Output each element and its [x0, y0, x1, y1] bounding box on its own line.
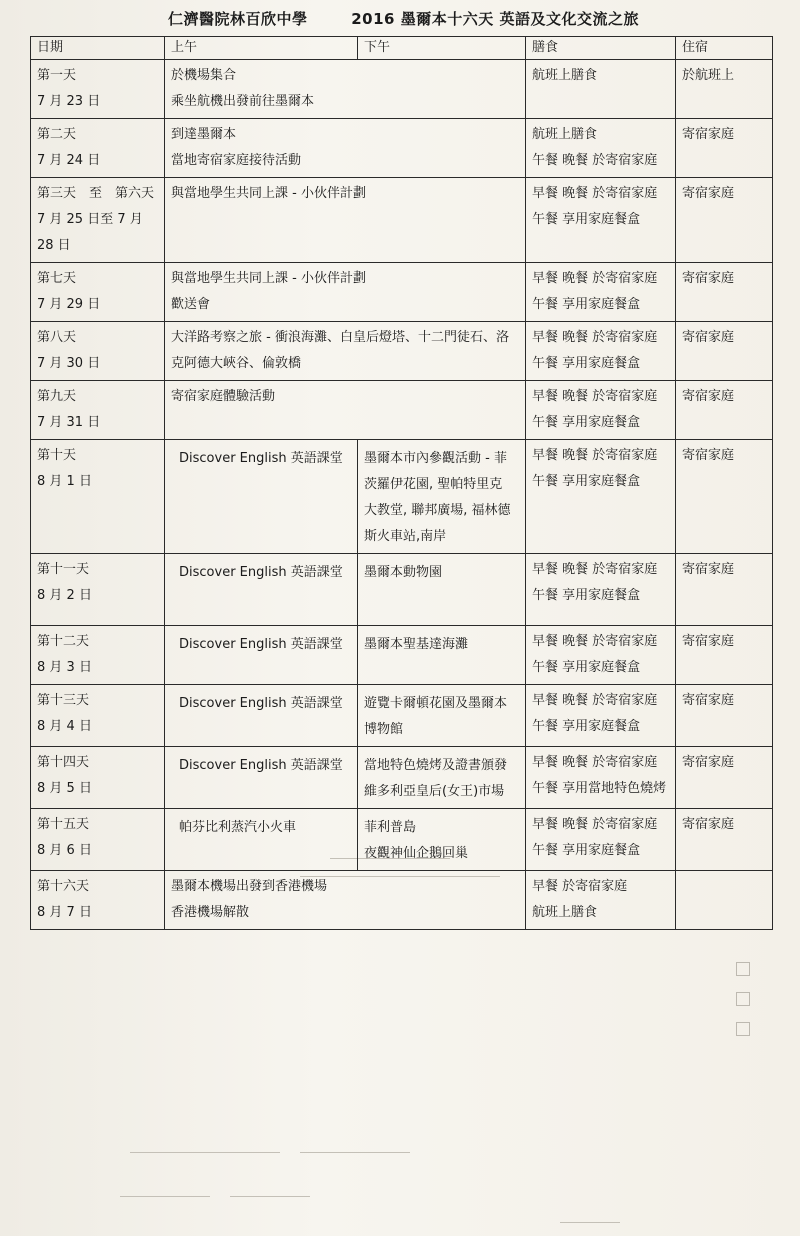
meal-line: 早餐 晚餐 於寄宿家庭 — [532, 271, 658, 286]
activity-line: 當地寄宿家庭接待活動 — [171, 153, 302, 168]
morning-line: Discover English 英語課堂 — [179, 637, 343, 652]
trip-title: 2016 墨爾本十六天 英語及文化交流之旅 — [351, 10, 639, 28]
day-date: 8 月 2 日 — [37, 588, 92, 603]
meals-cell — [526, 440, 676, 554]
meals-cell — [526, 626, 676, 685]
meal-line: 航班上膳食 — [532, 68, 598, 83]
table-row — [31, 263, 773, 322]
document-title — [168, 8, 728, 29]
day-label: 第十二天 — [37, 634, 90, 649]
morning-line: Discover English 英語課堂 — [179, 565, 343, 580]
meal-line: 航班上膳食 — [532, 127, 598, 142]
meal-line: 早餐 晚餐 於寄宿家庭 — [532, 817, 658, 832]
afternoon-line: 遊覽卡爾頓花園及墨爾本 — [364, 696, 508, 711]
day-label: 第三天 至 第六天 — [37, 186, 155, 201]
header-lodging: 住宿 — [676, 37, 773, 60]
table-row — [31, 381, 773, 440]
meals-cell — [526, 809, 676, 871]
lodging-cell: 寄宿家庭 — [676, 178, 773, 263]
table-row — [31, 685, 773, 747]
afternoon-line: 茨羅伊花園, 聖帕特里克 — [364, 477, 503, 492]
activity-line: 墨爾本機場出發到香港機場 — [171, 879, 328, 894]
day-cell — [31, 685, 165, 747]
meal-line: 早餐 晚餐 於寄宿家庭 — [532, 693, 658, 708]
lodging-cell: 寄宿家庭 — [676, 119, 773, 178]
day-cell — [31, 809, 165, 871]
day-label: 第十三天 — [37, 693, 90, 708]
afternoon-cell — [358, 554, 526, 626]
table-row — [31, 871, 773, 930]
day-date: 7 月 29 日 — [37, 297, 101, 312]
itinerary-body — [31, 60, 773, 930]
day-label: 第一天 — [37, 68, 77, 83]
lodging-cell: 寄宿家庭 — [676, 322, 773, 381]
activity-line: 到達墨爾本 — [171, 127, 237, 142]
morning-line: Discover English 英語課堂 — [179, 758, 343, 773]
activity-line: 與當地學生共同上課 - 小伙伴計劃 — [171, 186, 366, 201]
morning-line: 帕芬比利蒸汽小火車 — [179, 820, 297, 835]
meals-cell — [526, 178, 676, 263]
day-cell — [31, 322, 165, 381]
table-row — [31, 440, 773, 554]
activity-line: 與當地學生共同上課 - 小伙伴計劃 — [171, 271, 366, 286]
lodging-cell: 寄宿家庭 — [676, 626, 773, 685]
itinerary-table — [30, 36, 773, 930]
day-cell — [31, 747, 165, 809]
activity-line: 寄宿家庭體驗活動 — [171, 389, 276, 404]
meal-line: 午餐 享用家庭餐盒 — [532, 297, 641, 312]
afternoon-line: 菲利普島 — [364, 820, 417, 835]
day-date: 8 月 1 日 — [37, 474, 92, 489]
activity-cell — [165, 60, 526, 119]
day-cell — [31, 554, 165, 626]
day-label: 第十四天 — [37, 755, 90, 770]
meal-line: 午餐 享用家庭餐盒 — [532, 212, 641, 227]
day-cell — [31, 626, 165, 685]
table-row — [31, 119, 773, 178]
activity-cell — [165, 263, 526, 322]
afternoon-line: 大教堂, 聯邦廣場, 福林德 — [364, 503, 511, 518]
lodging-cell: 寄宿家庭 — [676, 440, 773, 554]
meals-cell — [526, 685, 676, 747]
morning-cell — [165, 626, 358, 685]
day-date: 7 月 23 日 — [37, 94, 101, 109]
activity-line: 香港機場解散 — [171, 905, 250, 920]
day-cell — [31, 178, 165, 263]
activity-cell — [165, 381, 526, 440]
afternoon-cell — [358, 685, 526, 747]
day-label: 第十天 — [37, 448, 77, 463]
lodging-cell: 寄宿家庭 — [676, 747, 773, 809]
day-label: 第九天 — [37, 389, 77, 404]
meal-line: 早餐 晚餐 於寄宿家庭 — [532, 448, 658, 463]
activity-cell — [165, 178, 526, 263]
day-date: 7 月 31 日 — [37, 415, 101, 430]
activity-line: 於機場集合 — [171, 68, 237, 83]
activity-cell — [165, 871, 526, 930]
day-label: 第十六天 — [37, 879, 90, 894]
table-row — [31, 747, 773, 809]
meal-line: 午餐 晚餐 於寄宿家庭 — [532, 153, 658, 168]
header-afternoon: 下午 — [358, 37, 526, 60]
afternoon-line: 夜觀神仙企鵝回巢 — [364, 846, 469, 861]
lodging-cell: 寄宿家庭 — [676, 381, 773, 440]
afternoon-line: 斯火車站,南岸 — [364, 529, 447, 544]
meals-cell — [526, 554, 676, 626]
day-cell — [31, 119, 165, 178]
table-row — [31, 178, 773, 263]
header-meals: 膳食 — [526, 37, 676, 60]
header-morning: 上午 — [165, 37, 358, 60]
day-date: 8 月 4 日 — [37, 719, 92, 734]
morning-cell — [165, 747, 358, 809]
meal-line: 早餐 晚餐 於寄宿家庭 — [532, 389, 658, 404]
morning-line: Discover English 英語課堂 — [179, 451, 343, 466]
meal-line: 早餐 晚餐 於寄宿家庭 — [532, 755, 658, 770]
meals-cell — [526, 263, 676, 322]
meals-cell — [526, 60, 676, 119]
day-label: 第二天 — [37, 127, 77, 142]
meal-line: 午餐 享用家庭餐盒 — [532, 719, 641, 734]
meal-line: 午餐 享用家庭餐盒 — [532, 660, 641, 675]
day-date: 8 月 5 日 — [37, 781, 92, 796]
activity-line: 大洋路考察之旅 - 衝浪海灘、白皇后燈塔、十二門徒石、洛 — [171, 330, 509, 345]
afternoon-line: 墨爾本市內參觀活動 - 菲 — [364, 451, 507, 466]
meal-line: 早餐 晚餐 於寄宿家庭 — [532, 634, 658, 649]
table-row — [31, 626, 773, 685]
day-cell — [31, 440, 165, 554]
day-date: 8 月 3 日 — [37, 660, 92, 675]
lodging-cell: 於航班上 — [676, 60, 773, 119]
day-date: 8 月 7 日 — [37, 905, 92, 920]
morning-cell — [165, 809, 358, 871]
afternoon-line: 當地特色燒烤及證書頒發 — [364, 758, 508, 773]
day-date: 7 月 24 日 — [37, 153, 101, 168]
afternoon-line: 博物館 — [364, 722, 404, 737]
day-date: 8 月 6 日 — [37, 843, 92, 858]
meals-cell — [526, 381, 676, 440]
meal-line: 早餐 晚餐 於寄宿家庭 — [532, 186, 658, 201]
activity-line: 乘坐航機出發前往墨爾本 — [171, 94, 315, 109]
day-label: 第七天 — [37, 271, 77, 286]
table-row — [31, 60, 773, 119]
lodging-cell: 寄宿家庭 — [676, 809, 773, 871]
day-label: 第八天 — [37, 330, 77, 345]
lodging-cell — [676, 871, 773, 930]
morning-cell — [165, 685, 358, 747]
afternoon-line: 維多利亞皇后(女王)市場 — [364, 784, 505, 799]
activity-cell — [165, 119, 526, 178]
table-row — [31, 322, 773, 381]
table-row — [31, 554, 773, 626]
header-date: 日期 — [31, 37, 165, 60]
meals-cell — [526, 747, 676, 809]
meal-line: 早餐 晚餐 於寄宿家庭 — [532, 330, 658, 345]
table-header-row — [31, 37, 773, 60]
morning-cell — [165, 440, 358, 554]
lodging-cell: 寄宿家庭 — [676, 263, 773, 322]
lodging-cell: 寄宿家庭 — [676, 685, 773, 747]
meal-line: 午餐 享用家庭餐盒 — [532, 588, 641, 603]
meal-line: 午餐 享用家庭餐盒 — [532, 415, 641, 430]
day-cell — [31, 381, 165, 440]
day-cell — [31, 263, 165, 322]
meal-line: 航班上膳食 — [532, 905, 598, 920]
afternoon-line: 墨爾本動物園 — [364, 565, 443, 580]
meal-line: 午餐 享用當地特色燒烤 — [532, 781, 667, 796]
afternoon-cell — [358, 747, 526, 809]
day-label: 第十五天 — [37, 817, 90, 832]
activity-line: 歡送會 — [171, 297, 211, 312]
day-date: 7 月 25 日至 7 月 28 日 — [37, 212, 143, 253]
table-row — [31, 809, 773, 871]
meal-line: 午餐 享用家庭餐盒 — [532, 474, 641, 489]
meal-line: 早餐 於寄宿家庭 — [532, 879, 628, 894]
morning-cell — [165, 554, 358, 626]
day-date: 7 月 30 日 — [37, 356, 101, 371]
meal-line: 早餐 晚餐 於寄宿家庭 — [532, 562, 658, 577]
lodging-cell: 寄宿家庭 — [676, 554, 773, 626]
day-cell — [31, 871, 165, 930]
afternoon-line: 墨爾本聖基達海灘 — [364, 637, 469, 652]
meals-cell — [526, 871, 676, 930]
afternoon-cell — [358, 809, 526, 871]
activity-line: 克阿德大峽谷、倫敦橋 — [171, 356, 302, 371]
meals-cell — [526, 322, 676, 381]
day-label: 第十一天 — [37, 562, 90, 577]
afternoon-cell — [358, 626, 526, 685]
day-cell — [31, 60, 165, 119]
meals-cell — [526, 119, 676, 178]
meal-line: 午餐 享用家庭餐盒 — [532, 356, 641, 371]
morning-line: Discover English 英語課堂 — [179, 696, 343, 711]
activity-cell — [165, 322, 526, 381]
school-name: 仁濟醫院林百欣中學 — [168, 10, 308, 28]
meal-line: 午餐 享用家庭餐盒 — [532, 843, 641, 858]
afternoon-cell — [358, 440, 526, 554]
